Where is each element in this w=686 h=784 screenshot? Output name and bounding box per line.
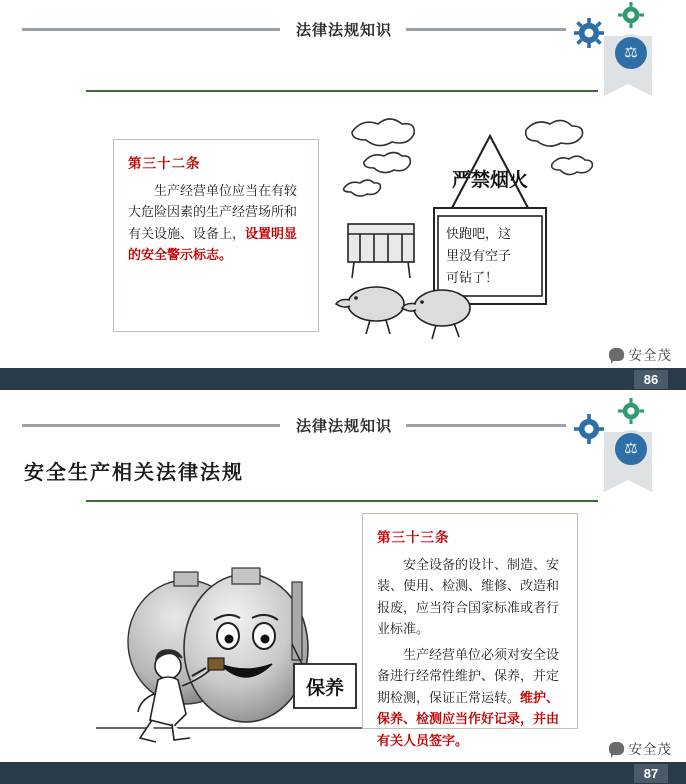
- section-divider: [86, 90, 598, 92]
- article-title-2: 第三十三条: [377, 530, 450, 545]
- page-87: [0, 396, 686, 784]
- gear-icon-small-2: [574, 414, 604, 444]
- article-paragraph: 生产经营单位应当在有较大危险因素的生产经营场所和有关设施、设备上，设置明显的安全警示标志。: [128, 183, 298, 263]
- header-title-2: 法律法规知识: [295, 418, 392, 435]
- gear-icon-large-2: [618, 398, 644, 424]
- wechat-brand-tag: [609, 344, 673, 364]
- header-rule-left: [22, 28, 280, 31]
- svg-text:严禁烟火: 严禁烟火: [451, 169, 529, 191]
- wechat-brand-tag-2: [609, 738, 673, 758]
- footer-bar-2: [0, 762, 686, 784]
- wechat-label: 安全茂: [628, 348, 672, 363]
- article-highlight-2: 维护、保养、检测应当作好记录，并由有关人员签字。: [377, 689, 560, 748]
- illustration-house-fire: [330, 108, 600, 348]
- badge-cluster: [566, 0, 676, 96]
- svg-text:可钻了！: 可钻了！: [446, 271, 499, 286]
- medal-badge-2: ⚖: [612, 430, 650, 468]
- page-header: [0, 0, 686, 61]
- header-rule-right: [406, 28, 566, 31]
- footer-bar: [0, 368, 686, 390]
- header-rule-right-2: [406, 424, 566, 427]
- svg-text:快跑吧，这: 快跑吧，这: [446, 227, 512, 242]
- page-number: 86: [634, 370, 668, 389]
- page-86: [0, 0, 686, 390]
- svg-text:里没有空子: 里没有空子: [446, 249, 512, 264]
- page-header-2: [0, 396, 686, 457]
- gear-icon-small: [574, 18, 604, 48]
- section-title: 安全生产相关法律法规: [24, 462, 244, 484]
- svg-text:保养: 保养: [305, 677, 345, 699]
- article-box-32: [113, 139, 319, 332]
- wechat-icon: [609, 348, 624, 361]
- article-box-33: [362, 513, 578, 748]
- medal-badge: ⚖: [612, 34, 650, 72]
- illustration-tank-maintenance: [96, 516, 366, 746]
- badge-cluster-2: [566, 396, 676, 492]
- article-title: 第三十二条: [128, 156, 201, 171]
- wechat-label-2: 安全茂: [628, 742, 672, 757]
- header-rule-left-2: [22, 424, 280, 427]
- wechat-icon-2: [609, 742, 624, 755]
- article-paragraph-2: 生产经营单位必须对安全设备进行经常性维护、保养，并定期检测，保证正常运转。维护、保养、检测应当作好记录，并由有关人员签字。: [377, 646, 560, 748]
- article-paragraph-1: 安全设备的设计、制造、安装、使用、检测、维修、改造和报废，应当符合国家标准或者行业标准。: [377, 557, 560, 637]
- gear-icon-large: [618, 2, 644, 28]
- header-title: 法律法规知识: [295, 22, 392, 39]
- section-divider-2: [86, 500, 598, 502]
- article-highlight: 设置明显的安全警示标志。: [128, 225, 298, 263]
- page-number-2: 87: [634, 764, 668, 783]
